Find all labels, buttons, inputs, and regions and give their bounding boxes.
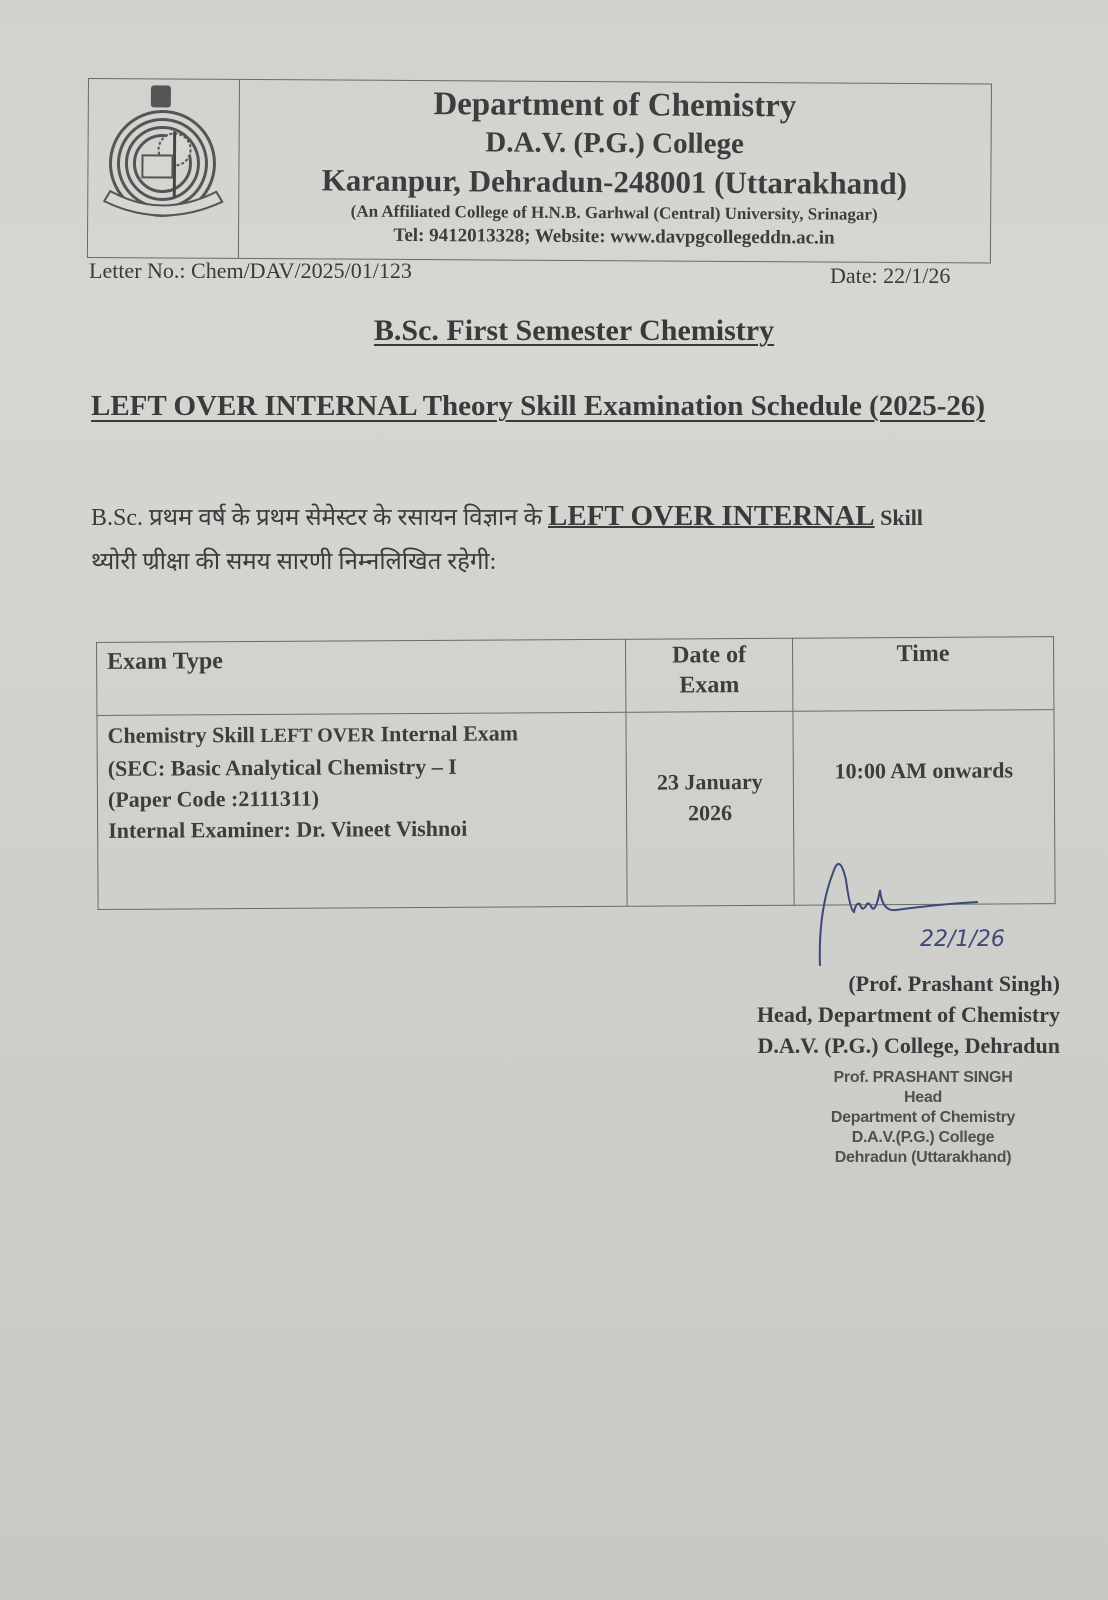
exam-line1c: Internal Exam	[374, 720, 519, 747]
signatory-designation: Head, Department of Chemistry	[756, 1002, 1060, 1027]
hindi-prefix: B.Sc. प्रथम वर्ष के प्रथम सेमेस्टर के रसायन विज्ञान के	[91, 505, 549, 531]
signature	[800, 850, 1010, 975]
college-seal-icon	[88, 79, 239, 258]
college-name: D.A.V. (P.G.) College	[485, 126, 744, 161]
signatory-name: (Prof. Prashant Singh)	[848, 971, 1060, 996]
handwritten-signature-icon	[800, 850, 1010, 970]
exam-date-cell	[626, 711, 794, 906]
hindi-highlight: LEFT OVER INTERNAL	[548, 500, 875, 532]
college-address: Karanpur, Dehradun-248001 (Uttarakhand)	[321, 162, 908, 202]
exam-type-cell	[97, 712, 627, 909]
header-date	[625, 638, 792, 712]
stamp-line1: Prof. PRASHANT SINGH	[833, 1069, 1013, 1086]
letterhead	[87, 78, 992, 264]
header-exam-type: Exam Type	[97, 639, 626, 715]
exam-line1a: Chemistry Skill	[107, 721, 261, 748]
header-date-text: Date of Exam	[672, 642, 747, 699]
letter-number: Letter No.: Chem/DAV/2025/01/123	[89, 258, 412, 283]
document-title: B.Sc. First Semester Chemistry	[373, 314, 775, 347]
affiliation: (An Affiliated College of H.N.B. Garhwal (Central) University, Srinagar)	[350, 201, 878, 224]
signatory-block	[620, 968, 1060, 1061]
exam-date-line1: 23 January	[656, 768, 763, 795]
exam-line3: (Paper Code :2111311)	[107, 785, 320, 812]
stamp-line2: Head	[904, 1089, 942, 1106]
exam-line2: (SEC: Basic Analytical Chemistry – I	[107, 753, 457, 781]
schedule-heading: LEFT OVER INTERNAL Theory Skill Examination Schedule (2025-26)	[91, 390, 986, 422]
official-stamp	[790, 1068, 1056, 1168]
signatory-college: D.A.V. (P.G.) College, Dehradun	[757, 1033, 1060, 1058]
exam-line1b: LEFT OVER	[260, 724, 376, 747]
stamp-line4: D.A.V.(P.G.) College	[851, 1129, 995, 1146]
hindi-notice	[91, 494, 1061, 584]
stamp-line3: Department of Chemistry	[830, 1109, 1016, 1126]
exam-line4: Internal Examiner: Dr. Vineet Vishnoi	[108, 815, 468, 843]
exam-date-line2: 2026	[687, 800, 733, 826]
letter-date: Date: 22/1/26	[830, 263, 951, 288]
hindi-skill: Skill	[874, 505, 923, 530]
handwritten-date: 22/1/26	[920, 927, 1005, 952]
table-header-row	[97, 637, 1054, 716]
header-time: Time	[792, 637, 1053, 712]
letterhead-text	[238, 80, 991, 253]
exam-time: 10:00 AM onwards	[834, 757, 1014, 784]
hindi-suffix: थ्योरी ण्रीक्षा की समय सारणी निम्नलिखित रहेगी:	[91, 549, 497, 575]
department-name: Department of Chemistry	[433, 86, 797, 125]
stamp-line5: Dehradun (Uttarakhand)	[834, 1149, 1012, 1166]
logo-cell	[88, 79, 240, 258]
contact-info: Tel: 9412013328; Website: www.davpgcollegeddn.ac.in	[393, 224, 835, 249]
